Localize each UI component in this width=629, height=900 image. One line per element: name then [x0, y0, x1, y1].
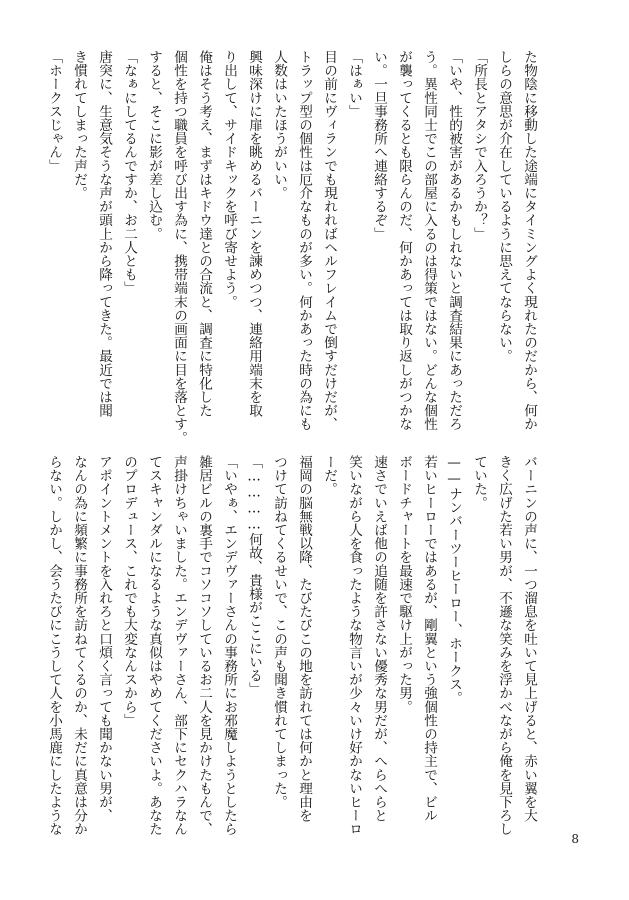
- text-line: 「所長とアタシで入ろうか？」: [471, 50, 487, 241]
- text-line: アポイントメントを入れろと口煩く言っても聞かない男が、: [96, 455, 112, 823]
- text-line: つけて訪ねてくるせいで、この声も聞き慣れてしまった。: [271, 455, 287, 809]
- text-line: 「いやぁ、エンデヴァーさんの事務所にお邪魔しようとしたら: [221, 455, 237, 836]
- text-line: 「…………何故、貴様がここにいる」: [246, 455, 262, 696]
- text-line: 「ホークスじゃん」: [46, 50, 62, 173]
- text-line: 俺はそう考え、まずはキドウ達との合流と、調査に特化した: [196, 50, 212, 418]
- text-line: すると、そこに影が差し込む。: [146, 50, 162, 241]
- text-line: ーだ。: [321, 455, 337, 496]
- text-line: しらの意思が介在しているように思えてならない。: [496, 50, 512, 363]
- text-line: のプロデュース、これでも大変なんスから」: [121, 455, 137, 727]
- text-line: 若いヒーローではあるが、剛翼という強個性の持主で、ビル: [421, 455, 437, 823]
- page-number: 8: [571, 832, 579, 846]
- text-line: 興味深けに扉を眺めるバーニンを諫めつつ、連絡用端末を取: [246, 50, 262, 418]
- text-line: 目の前にヴィランでも現れればヘルフレイムで倒すだけだが、: [321, 50, 337, 431]
- text-line: り出して、サイドキックを呼び寄せよう。: [221, 50, 237, 309]
- text-line: 「なぁにしてるんですか、お二人とも」: [121, 50, 137, 295]
- lower-text-block: [46, 455, 541, 840]
- text-line: ボードチャートを最速で駆け上がった男。: [396, 455, 412, 714]
- text-line: ——ナンバーツーヒーロー、ホークス。: [446, 455, 462, 705]
- text-line: 唐突に、生意気そうな声が頭上から降ってきた。最近では聞: [96, 50, 112, 418]
- text-line: 雑居ビルの裏手でコソコソしているお二人を見かけたもんで、: [196, 455, 212, 836]
- text-line: い。一旦事務所へ連絡するぞ」: [371, 50, 387, 241]
- text-line: 人数はいたほうがいい。: [271, 50, 287, 200]
- text-line: う。異性同士でこの部屋に入るのは得策ではない。どんな個性: [421, 50, 437, 431]
- text-line: 笑いながら人を食ったような物言いが少々いけ好かないヒーロ: [346, 455, 362, 836]
- text-line: らない。しかし、会うたびにこうして人を小馬鹿にしたような: [46, 455, 62, 836]
- text-line: なんの為に頻繁に事務所を訪ねてくるのか、未だに真意は分か: [71, 455, 87, 836]
- text-line: 速さでいえば他の追随を許さない優秀な男だが、へらへらと: [371, 455, 387, 823]
- text-line: トラップ型の個性は厄介なものが多い。何かあった時の為にも: [296, 50, 312, 431]
- text-line: 「はぁい」: [346, 50, 362, 118]
- text-line: 個性を持つ職員を呼び出す為に、携帯端末の画面に目を落とす。: [171, 50, 187, 445]
- text-line: き慣れてしまった声だ。: [71, 50, 87, 200]
- upper-text-block: [46, 50, 541, 445]
- text-line: きく広げた若い男が、不遜な笑みを浮かべながら俺を見下ろし: [496, 455, 512, 836]
- text-line: 「いや、性的被害があるかもしれないと調査結果にあっただろ: [446, 50, 462, 431]
- text-line: た物陰に移動した途端にタイミングよく現れたのだから、何か: [521, 50, 537, 431]
- text-line: が襲ってくるとも限らんのだ、何かあっては取り返しがつかな: [396, 50, 412, 431]
- text-line: ていた。: [471, 455, 487, 510]
- text-line: 声掛けちゃいました。エンデヴァーさん、部下にセクハラなん: [171, 455, 187, 836]
- text-line: バーニンの声に、一つ溜息を吐いて見上げると、赤い翼を大: [521, 455, 537, 823]
- text-line: 福岡の脳無戦以降、たびたびこの地を訪れては何かと理由を: [296, 455, 312, 823]
- text-line: てスキャンダルになるような真似はやめてくださいよ。あなた: [146, 455, 162, 836]
